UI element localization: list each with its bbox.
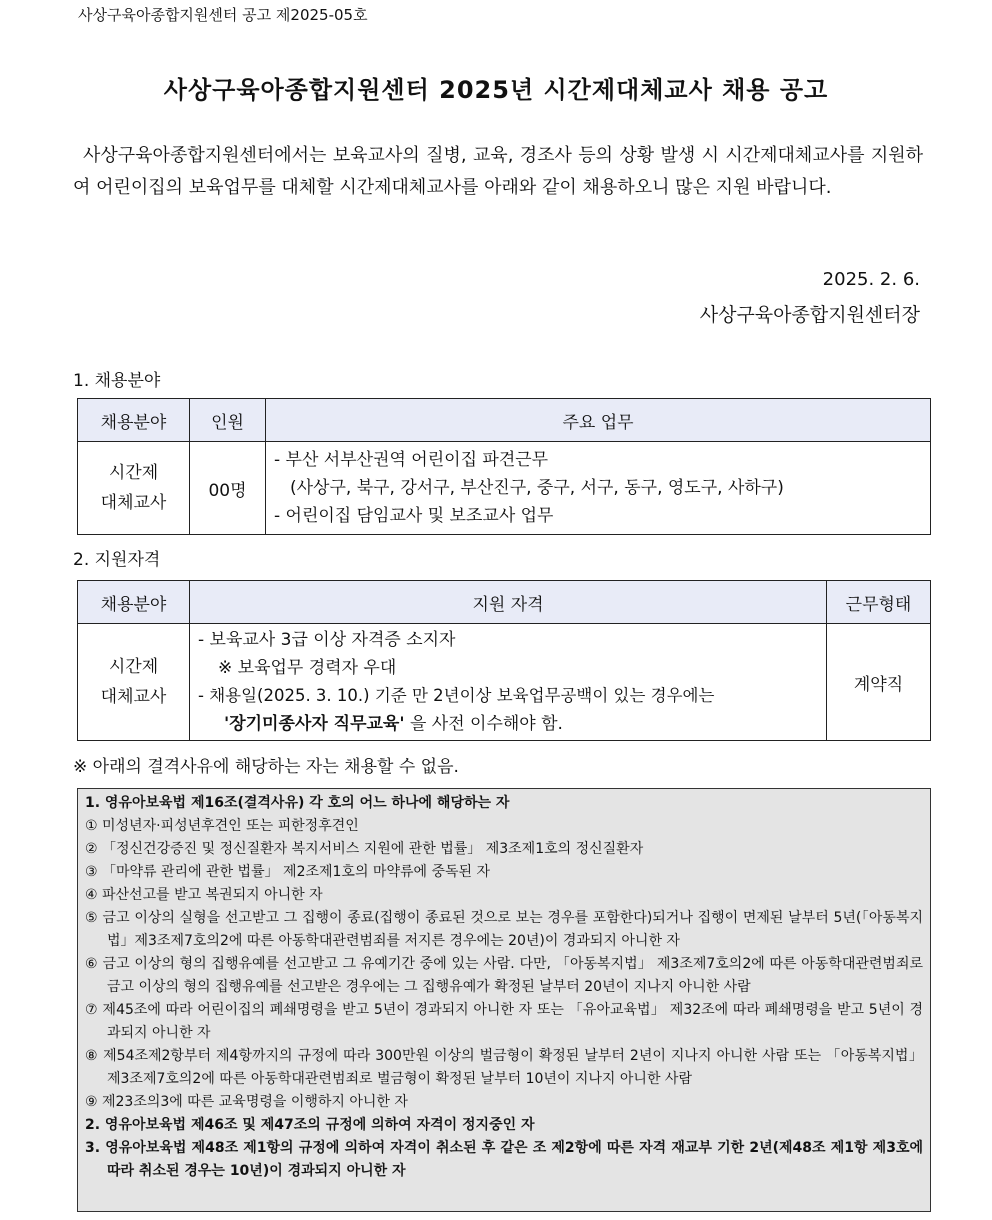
disqualification-subitem: ⑤ 금고 이상의 실형을 선고받고 그 집행이 종료(집행이 종료된 것으로 보는 경우를 포함한다)되거나 집행이 면제된 날부터 5년(「아동복지법」제3조제7호의2에 따른 아동학대관련범죄를 저지른 경우에는 20년)이 경과되지 아니한 자 xyxy=(85,910,923,949)
intro-paragraph xyxy=(73,140,923,204)
qualification-table xyxy=(77,580,931,741)
header-field: 채용분야 xyxy=(78,399,190,442)
table-row xyxy=(78,624,931,741)
duty-line: - 어린이집 담임교사 및 보조교사 업무 xyxy=(274,506,554,526)
qualification-line xyxy=(198,710,818,738)
employment-type-cell: 계약직 xyxy=(827,624,931,741)
header-field: 채용분야 xyxy=(78,581,190,624)
qualification-line: - 채용일(2025. 3. 10.) 기준 만 2년이상 보육업무공백이 있는 경우에는 xyxy=(198,686,715,705)
intro-text: 사상구육아종합지원센터에서는 보육교사의 질병, 교육, 경조사 등의 상황 발생 시 시간제대체교사를 지원하여 어린이집의 보육업무를 대체할 시간제대체교사를 아래와 같이 채용하오니 많은 지원 바랍니다. xyxy=(73,145,923,198)
section2-heading: 2. 지원자격 xyxy=(73,550,161,570)
disqualification-box xyxy=(77,788,931,1212)
header-employment-type: 근무형태 xyxy=(827,581,931,624)
disqualification-subitem: ③ 「마약류 관리에 관한 법률」 제2조제1호의 마약류에 중독된 자 xyxy=(85,864,491,880)
header-count: 인원 xyxy=(190,399,266,442)
table-row xyxy=(78,442,931,535)
field-cell xyxy=(78,442,190,535)
qualification-line: - 보육교사 3급 이상 자격증 소지자 xyxy=(198,630,456,650)
disqualification-subitem: ⑨ 제23조의3에 따른 교육명령을 이행하지 아니한 자 xyxy=(85,1094,408,1110)
disqualification-subitem: ② 「정신건강증진 및 정신질환자 복지서비스 지원에 관한 법률」 제3조제1호의 정신질환자 xyxy=(85,841,644,857)
table-header-row xyxy=(78,399,931,442)
field-cell xyxy=(78,624,190,741)
field-line: 대체교사 xyxy=(100,493,167,513)
count-cell: 00명 xyxy=(190,442,266,535)
disqualification-note: ※ 아래의 결격사유에 해당하는 자는 채용할 수 없음. xyxy=(73,757,459,777)
disqualification-item: 1. 영유아보육법 제16조(결격사유) 각 호의 어느 하나에 해당하는 자 xyxy=(85,795,510,811)
notice-number: 사상구육아종합지원센터 공고 제2025-05호 xyxy=(78,6,368,24)
disqualification-subitem: ⑧ 제54조제2항부터 제4항까지의 규정에 따라 300만원 이상의 벌금형이 확정된 날부터 2년이 지나지 아니한 사람 또는 「아동복지법」 제3조제7호의2에 따른 아동학대관련범죄로 벌금형이 확정된 날부터 10년이 지나지 아니한 사람 xyxy=(85,1048,923,1087)
disqualification-subitem: ① 미성년자·피성년후견인 또는 피한정후견인 xyxy=(85,818,359,834)
announcement-date: 2025. 2. 6. xyxy=(822,269,920,290)
field-line: 시간제 xyxy=(108,657,159,677)
disqualification-subitem: ④ 파산선고를 받고 복권되지 아니한 자 xyxy=(85,887,323,903)
issuer-name: 사상구육아종합지원센터장 xyxy=(699,304,920,326)
duty-line: (사상구, 북구, 강서구, 부산진구, 중구, 서구, 동구, 영도구, 사하구) xyxy=(290,478,784,498)
page-title: 사상구육아종합지원센터 2025년 시간제대체교사 채용 공고 xyxy=(163,76,829,104)
recruitment-field-table xyxy=(77,398,931,535)
disqualification-subitem: ⑥ 금고 이상의 형의 집행유예를 선고받고 그 유예기간 중에 있는 사람. 다만, 「아동복지법」 제3조제7호의2에 따른 아동학대관련범죄로 금고 이상의 형의 집행유예를 선고받은 경우에는 그 집행유예가 확정된 날부터 20년이 지나지 아니한 사람 xyxy=(85,956,923,995)
qualification-cell xyxy=(190,624,827,741)
field-line: 대체교사 xyxy=(100,687,167,707)
disqualification-subitem: ⑦ 제45조에 따라 어린이집의 폐쇄명령을 받고 5년이 경과되지 아니한 자 또는 「유아교육법」 제32조에 따라 폐쇄명령을 받고 5년이 경과되지 아니한 자 xyxy=(85,1002,923,1041)
header-duties: 주요 업무 xyxy=(266,399,931,442)
disqualification-item: 2. 영유아보육법 제46조 및 제47조의 규정에 의하여 자격이 정지중인 자 xyxy=(85,1117,535,1133)
field-line: 시간제 xyxy=(108,463,159,483)
training-requirement: '장기미종사자 직무교육' xyxy=(224,714,405,734)
section1-heading: 1. 채용분야 xyxy=(73,371,161,391)
qualification-note: ※ 보육업무 경력자 우대 xyxy=(218,658,397,678)
header-qualification: 지원 자격 xyxy=(190,581,827,624)
qualification-text: 을 사전 이수해야 함. xyxy=(404,714,563,734)
disqualification-item: 3. 영유아보육법 제48조 제1항의 규정에 의하여 자격이 취소된 후 같은 조 제2항에 따른 자격 재교부 기한 2년(제48조 제1항 제3호에 따라 취소된 경우는 10년)이 경과되지 아니한 자 xyxy=(85,1140,923,1179)
table-header-row xyxy=(78,581,931,624)
duties-cell xyxy=(266,442,931,535)
duty-line: - 부산 서부산권역 어린이집 파견근무 xyxy=(274,450,549,470)
